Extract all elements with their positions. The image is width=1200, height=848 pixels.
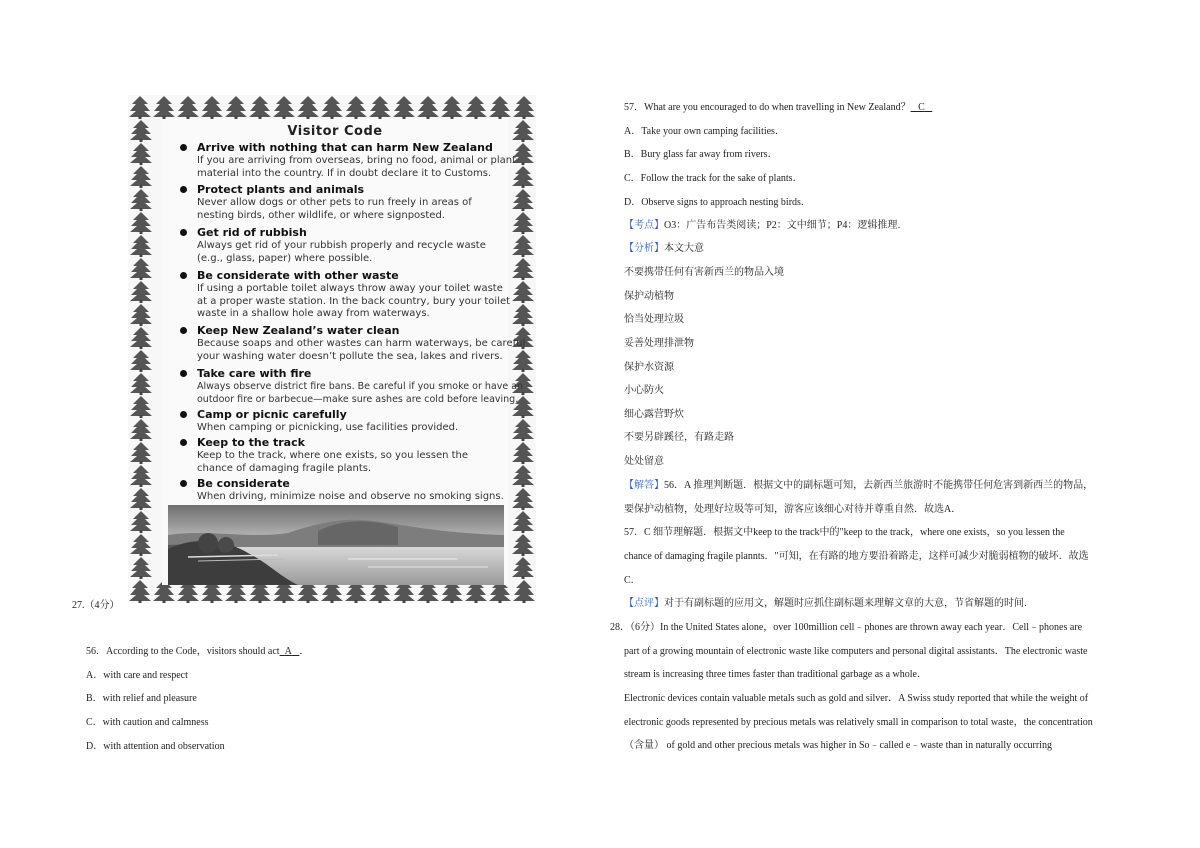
rule-heading: Keep to the track (197, 436, 305, 449)
q28-line-3: stream is increasing three times faster than traditional garbage as a whole． (624, 669, 927, 680)
q56-stem-text: 56．According to the Code，visitors should act (86, 646, 280, 657)
summary-line: 不要携带任何有害新西兰的物品入境 (624, 267, 784, 278)
jieda-line-1 (624, 476, 1093, 491)
rule-line: When driving, minimize noise and observe no smoking signs. (197, 491, 504, 502)
bullet-icon (180, 480, 187, 487)
jieda-line-3: 57．C 细节理解题．根据文中keep to the track中的"keep to the track，where one exists，so you lessen the (624, 527, 1065, 538)
visitor-code-poster (128, 95, 536, 603)
q57-option-c: C．Follow the track for the sake of plants． (624, 173, 803, 184)
rule-line: Because soaps and other wastes can harm waterways, be careful (197, 338, 526, 349)
q56-option-c: C．with caution and calmness (86, 717, 209, 728)
tree-border-left (128, 119, 154, 579)
summary-line: 妥善处理排泄物 (624, 338, 694, 349)
rule-body (197, 283, 537, 321)
kaodian-tag: 【考点】 (624, 220, 664, 231)
q28-line-5: electronic goods represented by precious metals was relatively small in comparison to total waste，the concentration (624, 717, 1093, 728)
q56-answer-blank (280, 646, 300, 657)
bullet-icon (180, 186, 187, 193)
bullet-icon (180, 144, 187, 151)
rule-heading: Get rid of rubbish (197, 226, 307, 239)
dianping-tag: 【点评】 (624, 598, 664, 609)
kaodian-section (624, 216, 907, 231)
q56-option-a: A．with care and respect (86, 670, 188, 681)
rule-line: Keep to the track, where one exists, so you lessen the (197, 450, 469, 461)
rule-heading: Take care with fire (197, 367, 312, 380)
summary-line: 保护动植物 (624, 291, 674, 302)
rule-body (197, 155, 537, 180)
lake-landscape-photo (168, 505, 504, 585)
q57-stem (624, 98, 932, 113)
summary-line: 保护水资源 (624, 362, 674, 373)
q28-line-4: Electronic devices contain valuable metals such as gold and silver．A Swiss study reported that while the weight of (624, 693, 1089, 704)
bullet-icon (180, 439, 187, 446)
summary-line: 不要另辟蹊径，有路走路 (624, 432, 734, 443)
dianping-section (624, 594, 1034, 609)
rule-line: your washing water doesn’t pollute the sea, lakes and rivers. (197, 350, 503, 362)
q56-option-d: D．with attention and observation (86, 741, 225, 752)
q57-answer: C (918, 102, 925, 113)
q28-line-1: 28．（6分）In the United States alone，over 100million cell﹣phones are thrown away each year．Cell﹣phones are (610, 622, 1083, 633)
q57-option-a: A．Take your own camping facilities． (624, 126, 785, 137)
q57-stem-text: 57．What are you encouraged to do when travelling in New Zealand？ (624, 102, 911, 113)
kaodian-text: O3：广告布告类阅读；P2：文中细节；P4：逻辑推理． (664, 220, 908, 231)
question-27-number: 27.（4分） (72, 600, 120, 611)
rule-body (197, 197, 537, 222)
jieda-tag: 【解答】 (624, 480, 664, 491)
fenxi-tag: 【分析】 (624, 243, 664, 254)
rule-line: Always get rid of your rubbish properly and recycle waste (197, 240, 486, 251)
dianping-text: 对于有副标题的应用文，解题时应抓住副标题来理解文章的大意，节省解题的时间． (664, 598, 1034, 609)
rule-body (197, 381, 537, 406)
tree-border-top (128, 95, 536, 119)
rule-line: Never allow dogs or other pets to run freely in areas of (197, 197, 472, 208)
jieda-line-2: 要保护动植物，处理好垃圾等可知，游客应该细心对待并尊重自然．故选A． (624, 504, 962, 515)
rule-heading: Camp or picnic carefully (197, 408, 347, 421)
q56-option-b: B．with relief and pleasure (86, 693, 197, 704)
rule-line: When camping or picnicking, use facilities provided. (197, 422, 459, 433)
fenxi-section (624, 239, 704, 254)
jieda-text: 56．A 推理判断题．根据文中的副标题可知，去新西兰旅游时不能携带任何危害到新西兰的物品， (664, 480, 1094, 491)
tree-column-left-icon (128, 119, 154, 579)
q57-answer-blank (911, 102, 933, 113)
q28-line-6: （含量） of gold and other precious metals was higher in So﹣called e﹣waste than in naturally occurring (624, 740, 1052, 751)
rule-line: If using a portable toilet always throw away your toilet waste (197, 283, 503, 294)
bullet-icon (180, 411, 187, 418)
bullet-icon (180, 370, 187, 377)
summary-line: 小心防火 (624, 385, 664, 396)
jieda-line-5: C． (624, 575, 641, 586)
rule-heading: Arrive with nothing that can harm New Zealand (197, 141, 493, 154)
rule-body (197, 422, 537, 435)
rule-line: (e.g., glass, paper) where possible. (197, 252, 373, 264)
rule-line: Always observe district fire bans. Be careful if you smoke or have an (197, 381, 524, 392)
q56-answer: A (284, 646, 292, 657)
rule-heading: Be considerate with other waste (197, 269, 399, 282)
q28-line-2: part of a growing mountain of electronic waste like computers and personal digital assistants．The electronic waste (624, 646, 1088, 657)
rule-line: waste in a shallow hole away from waterways. (197, 308, 430, 319)
bullet-icon (180, 272, 187, 279)
rule-body (197, 491, 537, 504)
q57-option-b: B．Bury glass far away from rivers． (624, 149, 778, 160)
bullet-icon (180, 327, 187, 334)
rule-line: nesting birds, other wildlife, or where signposted. (197, 209, 445, 221)
bullet-icon (180, 229, 187, 236)
rule-body (197, 450, 537, 475)
poster-title: Visitor Code (287, 124, 383, 139)
rule-body (197, 240, 537, 265)
summary-line: 恰当处理垃圾 (624, 314, 684, 325)
summary-line: 细心露营野炊 (624, 409, 684, 420)
summary-line: 处处留意 (624, 456, 664, 467)
q56-stem-end: ． (299, 646, 310, 657)
rule-line: outdoor fire or barbecue—make sure ashes are cold before leaving. (197, 393, 519, 405)
q57-option-d: D．Observe signs to approach nesting birds． (624, 197, 811, 208)
rule-heading: Keep New Zealand’s water clean (197, 324, 400, 337)
rule-heading: Be considerate (197, 477, 290, 490)
tree-row-top-icon (128, 95, 536, 119)
fenxi-text: 本文大意 (664, 243, 704, 254)
rule-line: If you are arriving from overseas, bring no food, animal or plant (197, 155, 517, 166)
q56-stem (86, 642, 309, 657)
rule-body (197, 338, 537, 363)
rule-heading: Protect plants and animals (197, 183, 365, 196)
rule-line: at a proper waste station. In the back country, bury your toilet (197, 295, 511, 307)
rule-line: material into the country. If in doubt declare it to Customs. (197, 167, 492, 179)
jieda-line-4: chance of damaging fragile plannts．"可知，在有路的地方要沿着路走，这样可减少对脆弱植物的破坏．故选 (624, 551, 1089, 562)
rule-line: chance of damaging fragile plants. (197, 462, 372, 474)
